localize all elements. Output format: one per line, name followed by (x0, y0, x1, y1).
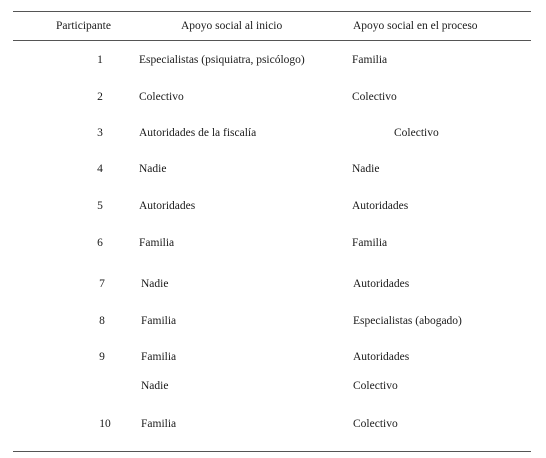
table-top-rule (13, 11, 531, 12)
cell-participant: 8 (99, 315, 105, 327)
cell-apoyo-inicio: Nadie (141, 278, 169, 290)
cell-apoyo-inicio: Familia (141, 418, 177, 430)
cell-apoyo-inicio: Familia (141, 315, 177, 327)
cell-apoyo-proceso: Familia (352, 54, 388, 66)
cell-apoyo-proceso: Colectivo (352, 91, 397, 103)
cell-apoyo-proceso: Familia (352, 237, 388, 249)
cell-participant: 4 (97, 163, 103, 175)
cell-apoyo-inicio: Autoridades de la fiscalía (139, 127, 257, 139)
cell-apoyo-inicio: Nadie (141, 380, 169, 392)
header-participante: Participante (56, 20, 111, 32)
cell-apoyo-proceso: Colectivo (353, 418, 398, 430)
cell-apoyo-inicio: Familia (139, 237, 175, 249)
cell-apoyo-proceso: Colectivo (353, 380, 398, 392)
cell-participant: 5 (97, 200, 103, 212)
header-apoyo-inicio: Apoyo social al inicio (181, 20, 283, 32)
table-bottom-rule (13, 451, 531, 452)
cell-apoyo-inicio: Familia (141, 351, 177, 363)
cell-apoyo-inicio: Nadie (139, 163, 167, 175)
cell-participant: 7 (99, 278, 105, 290)
cell-apoyo-proceso: Autoridades (353, 278, 410, 290)
cell-participant: 9 (99, 351, 105, 363)
header-apoyo-proceso: Apoyo social en el proceso (353, 20, 478, 32)
cell-participant: 10 (99, 418, 111, 430)
cell-apoyo-inicio: Colectivo (139, 91, 184, 103)
cell-participant: 3 (97, 127, 103, 139)
cell-apoyo-proceso: Nadie (352, 163, 380, 175)
cell-apoyo-inicio: Autoridades (139, 200, 196, 212)
cell-participant: 6 (97, 237, 103, 249)
cell-apoyo-proceso: Autoridades (352, 200, 409, 212)
cell-apoyo-proceso: Colectivo (394, 127, 439, 139)
cell-participant: 2 (97, 91, 103, 103)
cell-participant: 1 (97, 54, 103, 66)
cell-apoyo-proceso: Autoridades (353, 351, 410, 363)
table-header-rule (13, 40, 531, 41)
cell-apoyo-proceso: Especialistas (abogado) (353, 315, 462, 327)
cell-apoyo-inicio: Especialistas (psiquiatra, psicólogo) (139, 54, 305, 66)
